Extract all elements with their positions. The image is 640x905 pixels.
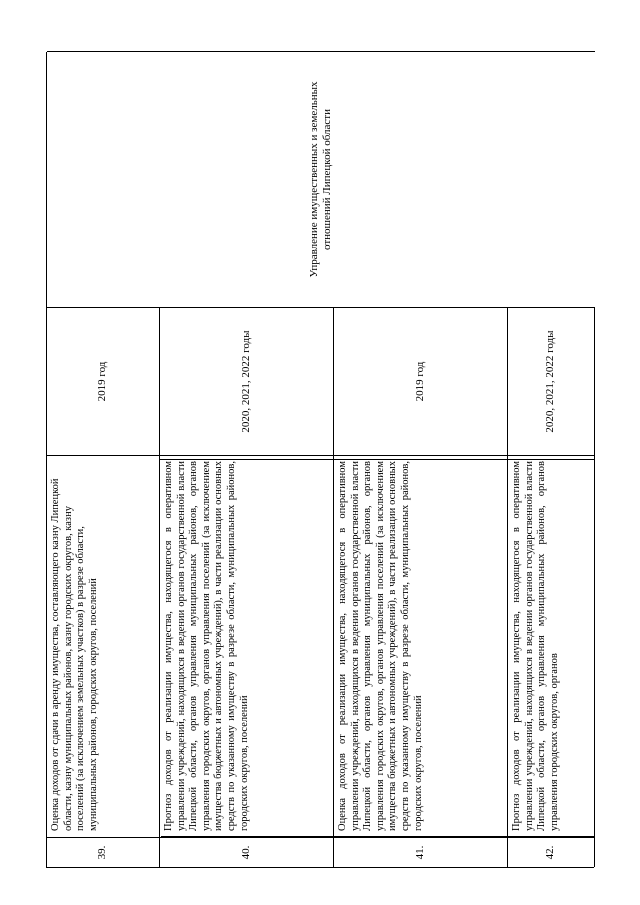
row-period-41: 2019 год — [334, 307, 508, 455]
row-number-41: 41. — [334, 837, 508, 867]
row-period-40: 2020, 2021, 2022 годы — [160, 307, 334, 455]
row-period-42: 2020, 2021, 2022 годы — [508, 307, 595, 455]
inner-rule-2 — [159, 459, 594, 460]
rotated-table — [46, 52, 594, 868]
row-description-39: Оценка доходов от сдачи в аренду имущества, составляющего казну Липецкой области, казну муниципальных районов, казну городских округов, казну поселений (за исключением земельных участков) в разрезе области, муниципальных районов, городских округов, поселений — [47, 455, 160, 837]
row-description-40: Прогноз доходов от реализации имущества, находящегося в оперативном управлении учреждений, находящихся в ведении органов государственной власти Липецкой области, органов управления муниципальных районов, органов управления городских округов, органов управления поселений (за исключением имущества бюджетных и автономных учреждений), в части реализации основных средств по указанному имуществу в разрезе области, муниципальных районов, городских округов, поселений — [160, 455, 334, 837]
inner-rule — [161, 836, 594, 837]
responsible-agency: Управление имущественных и земельных отношений Липецкой области — [47, 51, 595, 307]
row-number-42: 42. — [508, 837, 595, 867]
row-period-39: 2019 год — [47, 307, 160, 455]
data-table — [46, 52, 594, 868]
row-description-42: Прогноз доходов от реализации имущества, находящегося в оперативном управлении учреждений, находящихся в ведении органов государственной власти Липецкой области, органов управления муниципальных районов, органов управления городских округов, органов — [508, 455, 595, 837]
row-number-40: 40. — [160, 837, 334, 867]
row-description-41: Оценка доходов от реализации имущества, находящегося в оперативном управлении учреждений, находящихся в ведении органов государственной власти Липецкой области, органов управления муниципальных районов, органов управления городских округов, органов управления поселений (за исключением имущества бюджетных и автономных учреждений), в части реализации основных средств по указанному имуществу в разрезе области, муниципальных районов, городских округов, поселений — [334, 455, 508, 837]
row-number-39: 39. — [47, 837, 160, 867]
